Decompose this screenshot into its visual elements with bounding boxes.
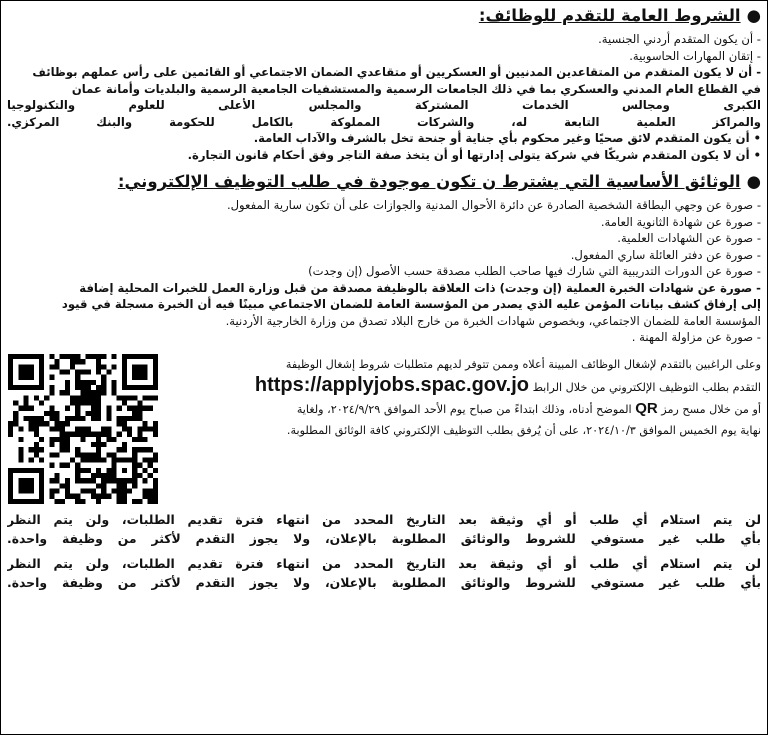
- condition-line: • أن يكون المتقدم لائق صحيًا وغير محكوم بأي جناية أو جنحة تخل بالشرف والآداب العامة.: [253, 131, 761, 145]
- apply-line-3: [167, 398, 761, 420]
- note-line: بأي طلب غير مستوفي للشروط والوثائق المطلوبة بالإعلان، ولا يجوز التقدم لأكثر من وظيفة واحدة.: [7, 530, 761, 546]
- condition-line: • أن لا يكون المتقدم شريكًا في شركة يتولى إدارتها أو أن يتخذ صفة التاجر وفق أحكام قانون التجارة.: [187, 147, 761, 162]
- condition-line: في القطاع العام المدني والعسكري بما في ذلك الجامعات الرسمية والمستشفيات الجامعية الرسمية والبلديات وأمانة عمان: [71, 81, 761, 96]
- general-conditions-list: [7, 31, 761, 163]
- document-line: المؤسسة العامة للضمان الاجتماعي، وبخصوص شهادات الخبرة من خارج البلاد تصدق من وزارة الخارجية الأردنية.: [225, 313, 761, 328]
- required-documents-title: ●الوثائق الأساسية التي يشترط ن تكون موجودة في طلب التوظيف الإلكتروني:: [117, 172, 761, 191]
- condition-line: والمراكز العلمية التابعة له، والشركات المملوكة بالكامل للحكومة والبنك المركزي.: [7, 114, 761, 129]
- document-line: - صورة عن شهادات الخبرة العملية (إن وجدت) ذات العلاقة بالوظيفة مصدقة من قبل وزارة العمل للخبرات المحلية إضافة: [79, 280, 761, 295]
- document-line: - صورة عن الدورات التدريبية التي شارك فيها صاحب الطلب مصدقة حسب الأصول (إن وجدت): [308, 264, 761, 278]
- qr-code-icon[interactable]: [7, 354, 159, 504]
- qr-label: QR: [635, 399, 658, 417]
- required-documents-list: [7, 197, 761, 346]
- apply-line-1: وعلى الراغبين بالتقدم لإشغال الوظائف المبينة أعلاه وممن تتوفر لديهم متطلبات شروط إشغال الوظيفة: [285, 357, 761, 371]
- bullet-icon: ●: [746, 6, 761, 25]
- apply-dates: الموضح أدناه، وذلك ابتداءً من صباح يوم الأحد الموافق ٢٠٢٤/٩/٢٩، ولغاية: [296, 402, 632, 416]
- apply-line-4: نهاية يوم الخميس الموافق ٢٠٢٤/١٠/٣، على أن يُرفق بطلب التوظيف الإلكتروني كافة الوثائق المطلوبة.: [286, 423, 761, 437]
- document-line: - صورة عن الشهادات العلمية.: [617, 231, 761, 245]
- note-line: بأي طلب غير مستوفي للشروط والوثائق المطلوبة بالإعلان، ولا يجوز التقدم لأكثر من وظيفة واحدة.: [7, 574, 761, 590]
- document-line: - صورة عن وجهي البطاقة الشخصية الصادرة عن دائرة الأحوال المدنية والجوازات على أن تكون سارية المفعول.: [226, 198, 761, 212]
- apply-instructions: [167, 354, 761, 504]
- apply-qr-intro: أو من خلال مسح رمز: [661, 402, 761, 416]
- note-line: لن يتم استلام أي طلب أو أي وثيقة بعد التاريخ المحدد من انتهاء فترة تقديم الطلبات، ولن يتم النظر: [7, 555, 761, 571]
- document-line: - صورة عن مزاولة المهنة .: [631, 330, 761, 344]
- general-conditions-title: ●الشروط العامة للتقدم للوظائف:: [478, 6, 761, 25]
- condition-line: الكبرى ومجالس الخدمات المشتركة والمجلس الأعلى للعلوم والتكنولوجيا: [7, 98, 761, 112]
- note-block-1: [7, 510, 761, 548]
- document-line: إلى إرفاق كشف بيانات المؤمن عليه الذي يصدر من المؤسسة العامة للضمان الاجتماعي مبينًا فيه أن الخبرة مسجلة في قيود: [61, 297, 761, 311]
- document-line: - صورة عن دفتر العائلة ساري المفعول.: [570, 247, 761, 262]
- apply-link-intro: التقدم بطلب التوظيف الإلكتروني من خلال الرابط: [532, 380, 761, 394]
- condition-line: - إتقان المهارات الحاسوبية.: [629, 48, 761, 63]
- condition-line: - أن لا يكون المتقدم من المتقاعدين المدنيين أو العسكريين أو متقاعدي الضمان الاجتماعي أو القائمين على رأس عملهم بوظائف: [32, 65, 761, 79]
- note-line: لن يتم استلام أي طلب أو أي وثيقة بعد التاريخ المحدد من انتهاء فترة تقديم الطلبات، ولن يتم النظر: [7, 511, 761, 527]
- condition-line: - أن يكون المتقدم أردني الجنسية.: [598, 32, 761, 46]
- document-line: - صورة عن شهادة الثانوية العامة.: [600, 214, 761, 229]
- bullet-icon: ●: [746, 172, 761, 191]
- apply-line-2: [167, 375, 761, 398]
- apply-url-link[interactable]: https://applyjobs.spac.gov.jo: [254, 373, 529, 396]
- apply-section: [7, 354, 761, 504]
- note-block-2: [7, 554, 761, 592]
